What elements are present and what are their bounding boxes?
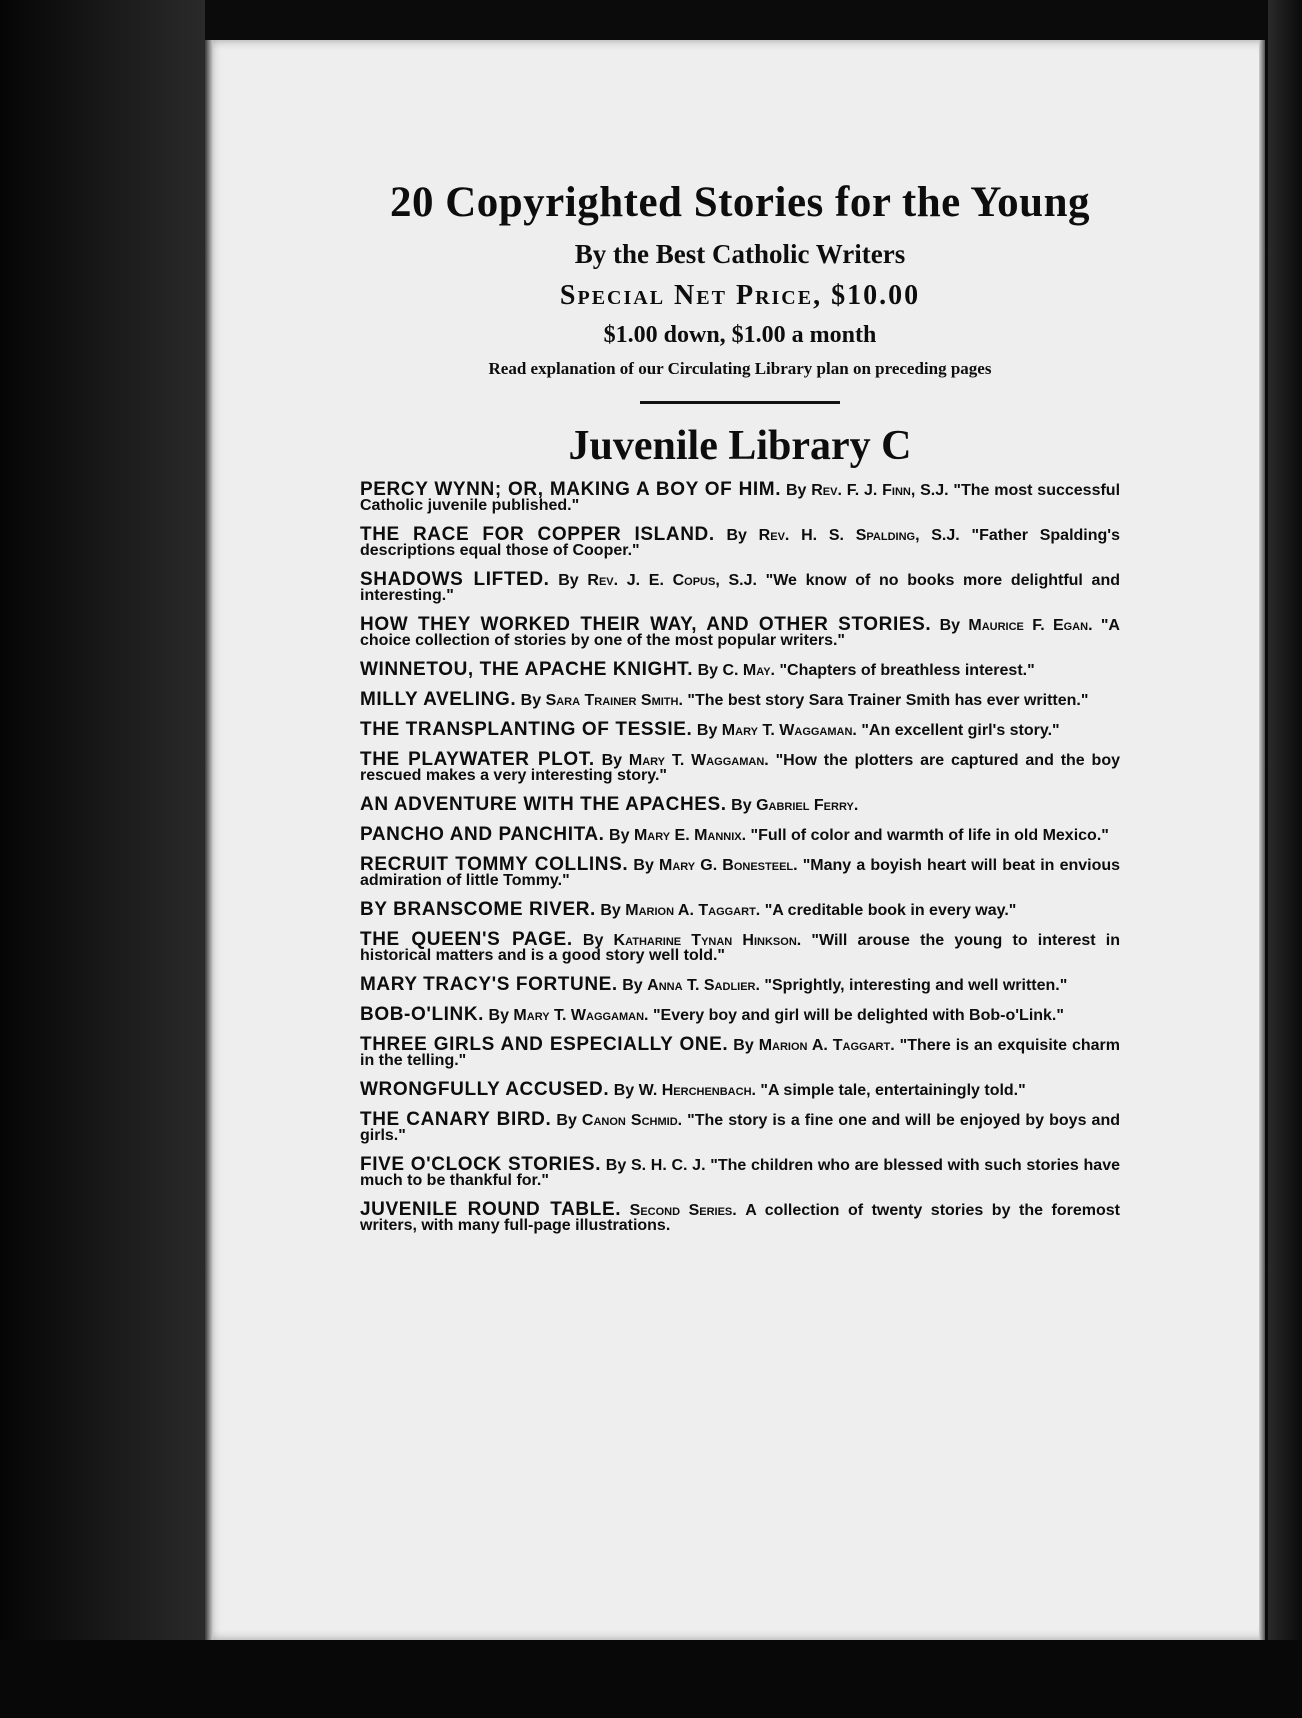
book-title: SHADOWS LIFTED. <box>360 569 550 591</box>
book-author: Mary T. Waggaman. <box>628 752 769 770</box>
book-title: PERCY WYNN; OR, MAKING A BOY OF HIM. <box>360 479 782 501</box>
book-by-label: By <box>633 857 654 875</box>
book-quote: "A choice collection of stories by one of the most popular writers." <box>360 617 1120 650</box>
book-entry <box>360 1034 1120 1070</box>
payment-terms: $1.00 down, $1.00 a month <box>603 322 877 349</box>
book-author: Katharine Tynan Hinkson. <box>613 932 802 950</box>
book-author: Mary T. Waggaman. <box>721 722 857 740</box>
book-quote: "The children who are blessed with such stories have much to be thankful for." <box>360 1157 1120 1190</box>
scan-margin-left <box>0 0 205 1718</box>
book-entry <box>360 719 1120 741</box>
book-entry <box>360 659 1120 681</box>
book-author: Anna T. Sadlier. <box>647 977 760 995</box>
special-price: Special Net Price, $10.00 <box>559 280 921 312</box>
book-quote: A collection of twenty stories by the foremost writers, with many full-page illustrations. <box>360 1202 1121 1235</box>
book-quote: "An excellent girl's story." <box>861 722 1060 740</box>
book-entry <box>360 929 1120 965</box>
book-by-label: By <box>609 827 630 845</box>
book-title: FIVE O'CLOCK STORIES. <box>360 1154 602 1176</box>
book-by-label: By <box>696 722 718 740</box>
book-entry <box>360 614 1120 650</box>
book-title: MILLY AVELING. <box>360 689 517 711</box>
book-quote: "Many a boyish heart will beat in envious admiration of little Tommy." <box>360 857 1121 890</box>
book-by-label: By <box>556 1112 577 1130</box>
book-quote: "Sprightly, interesting and well written." <box>764 977 1068 995</box>
book-author: C. May. <box>722 662 775 680</box>
library-plan-note: Read explanation of our Circulating Library plan on preceding pages <box>488 359 992 379</box>
page-content <box>360 180 1120 1247</box>
book-title: THE PLAYWATER PLOT. <box>360 749 595 771</box>
book-quote: "The story is a fine one and will be enjoyed by boys and girls." <box>360 1112 1120 1145</box>
book-by-label: By <box>601 752 623 770</box>
book-by-label: By <box>600 902 621 920</box>
book-list <box>360 479 1121 1235</box>
page-subtitle: By the Best Catholic Writers <box>574 239 906 270</box>
book-quote: "A creditable book in every way." <box>764 902 1017 920</box>
book-title: THREE GIRLS AND ESPECIALLY ONE. <box>360 1034 729 1056</box>
book-entry <box>360 479 1121 515</box>
book-title: MARY TRACY'S FORTUNE. <box>360 974 618 996</box>
book-author: Marion A. Taggart. <box>758 1037 895 1055</box>
book-title: JUVENILE ROUND TABLE. <box>360 1199 622 1221</box>
book-entry <box>360 1079 1120 1101</box>
book-quote: "Every boy and girl will be delighted with Bob-o'Link." <box>652 1007 1064 1025</box>
book-author: Second Series. <box>629 1202 737 1220</box>
book-quote: "Chapters of breathless interest." <box>779 662 1035 680</box>
book-entry <box>360 524 1120 560</box>
book-title: PANCHO AND PANCHITA. <box>360 824 605 846</box>
book-quote: "The best story Sara Trainer Smith has ever written." <box>687 692 1089 710</box>
book-entry <box>360 974 1120 996</box>
book-title: HOW THEY WORKED THEIR WAY, AND OTHER STORIES. <box>360 614 932 636</box>
book-by-label: By <box>785 482 807 500</box>
book-entry <box>360 1109 1120 1145</box>
book-title: THE QUEEN'S PAGE. <box>360 929 573 951</box>
book-entry <box>360 899 1120 921</box>
book-by-label: By <box>731 797 752 815</box>
book-title: AN ADVENTURE WITH THE APACHES. <box>360 794 727 816</box>
book-entry <box>360 689 1120 711</box>
book-author: Rev. H. S. Spalding, S.J. <box>758 527 960 545</box>
book-entry <box>360 824 1120 846</box>
book-entry <box>360 1199 1121 1235</box>
book-author: W. Herchenbach. <box>638 1082 756 1100</box>
book-entry <box>360 794 1120 816</box>
book-quote: "Full of color and warmth of life in old Mexico." <box>750 827 1109 845</box>
book-author: Mary E. Mannix. <box>633 827 747 845</box>
divider-rule <box>640 401 840 404</box>
book-entry <box>360 854 1121 890</box>
page-title: 20 Copyrighted Stories for the Young <box>389 179 1091 226</box>
book-by-label: By <box>733 1037 754 1055</box>
book-title: BY BRANSCOME RIVER. <box>360 899 596 921</box>
book-title: WINNETOU, THE APACHE KNIGHT. <box>360 659 694 681</box>
book-by-label: By <box>520 692 542 710</box>
book-entry <box>360 569 1121 605</box>
book-by-label: By <box>582 932 604 950</box>
book-by-label: By <box>558 572 579 590</box>
book-by-label: By <box>605 1157 627 1175</box>
book-author: Canon Schmid. <box>581 1112 683 1130</box>
book-title: THE TRANSPLANTING OF TESSIE. <box>360 719 693 741</box>
book-by-label: By <box>488 1007 509 1025</box>
book-by-label: By <box>939 617 961 635</box>
book-quote: "There is an exquisite charm in the telling." <box>360 1037 1120 1070</box>
book-author: Rev. F. J. Finn, S.J. <box>811 482 949 500</box>
book-author: Maurice F. Egan. <box>968 617 1093 635</box>
page-edge <box>1259 40 1265 1640</box>
book-author: Marion A. Taggart. <box>625 902 761 920</box>
book-quote: "How the plotters are captured and the boy rescued makes a very interesting story." <box>360 752 1120 785</box>
book-quote: "The most successful Catholic juvenile published." <box>360 482 1121 515</box>
book-entry <box>360 749 1120 785</box>
book-by-label: By <box>622 977 643 995</box>
book-quote: "Father Spalding's descriptions equal those of Cooper." <box>360 527 1120 560</box>
page-binding-shadow <box>205 40 213 1640</box>
section-title: Juvenile Library C <box>568 423 912 470</box>
book-by-label: By <box>613 1082 635 1100</box>
book-title: THE RACE FOR COPPER ISLAND. <box>360 524 715 546</box>
book-author: S. H. C. J. <box>630 1157 706 1175</box>
book-by-label: By <box>726 527 747 545</box>
book-title: THE CANARY BIRD. <box>360 1109 552 1131</box>
book-quote: "A simple tale, entertainingly told." <box>760 1082 1026 1100</box>
book-quote: "We know of no books more delightful and interesting." <box>360 572 1121 605</box>
book-title: WRONGFULLY ACCUSED. <box>360 1079 610 1101</box>
book-author: Rev. J. E. Copus, S.J. <box>587 572 757 590</box>
book-title: RECRUIT TOMMY COLLINS. <box>360 854 629 876</box>
scan-margin-right <box>1268 0 1302 1718</box>
book-quote: "Will arouse the young to interest in historical matters and is a good story well told." <box>360 932 1120 965</box>
book-by-label: By <box>697 662 719 680</box>
book-entry <box>360 1154 1120 1190</box>
book-author: Mary T. Waggaman. <box>513 1007 649 1025</box>
book-entry <box>360 1004 1120 1026</box>
book-title: BOB-O'LINK. <box>360 1004 485 1026</box>
book-author: Sara Trainer Smith. <box>545 692 683 710</box>
scanned-page <box>205 40 1265 1640</box>
book-author: Mary G. Bonesteel. <box>659 857 798 875</box>
scan-margin-bottom <box>0 1640 1302 1718</box>
book-author: Gabriel Ferry. <box>756 797 859 815</box>
